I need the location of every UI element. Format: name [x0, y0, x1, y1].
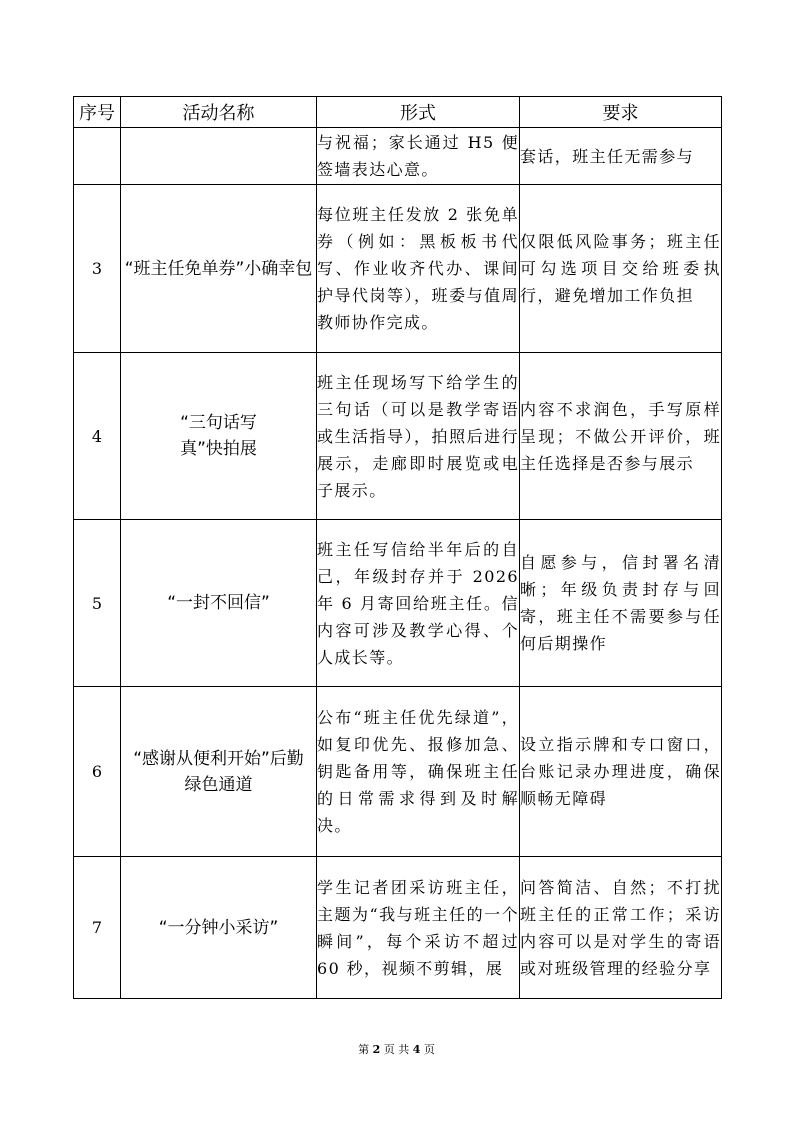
- row-name: “感谢从便利开始”后勤绿色通道: [121, 687, 317, 857]
- row-form: 学生记者团采访班主任，主题为“我与班主任的一个瞬间”，每个采访不超过 60 秒，视频不剪辑，展: [317, 857, 520, 999]
- row-num: 4: [74, 353, 121, 520]
- table-row: [74, 857, 722, 999]
- row-form: 班主任现场写下给学生的三句话（可以是教学寄语或生活指导），拍照后进行展示，走廊即时展览或电子展示。: [317, 353, 520, 520]
- row-form: 与祝福；家长通过 H5 便签墙表达心意。: [317, 128, 520, 185]
- table-row: [74, 353, 722, 520]
- row-form: 公布“班主任优先绿道”，如复印优先、报修加急、钥匙备用等，确保班主任的日常需求得到及时解决。: [317, 687, 520, 857]
- row-name: “一分钟小采访”: [121, 857, 317, 999]
- header-form: 形式: [317, 97, 520, 128]
- row-form: 每位班主任发放 2 张免单券（例如：黑板板书代写、作业收齐代办、课间护导代岗等），班委与值周教师协作完成。: [317, 185, 520, 353]
- row-num: 7: [74, 857, 121, 999]
- header-name: 活动名称: [121, 97, 317, 128]
- row-req: 仅限低风险事务；班主任可勾选项目交给班委执行，避免增加工作负担: [520, 185, 722, 353]
- row-num: 3: [74, 185, 121, 353]
- table-row: [74, 128, 722, 185]
- row-req: 套话，班主任无需参与: [520, 128, 722, 185]
- row-name: “三句话写真”快拍展: [121, 353, 317, 520]
- row-req: 自愿参与，信封署名清晰；年级负责封存与回寄，班主任不需要参与任何后期操作: [520, 520, 722, 687]
- footer-total-pages: 4: [412, 1043, 421, 1056]
- footer-page-number: 2: [372, 1043, 381, 1056]
- table-header-row: [74, 97, 722, 128]
- row-form: 班主任写信给半年后的自己，年级封存并于 2026 年 6 月寄回给班主任。信内容可涉及教学心得、个人成长等。: [317, 520, 520, 687]
- header-num: 序号: [74, 97, 121, 128]
- row-num: [74, 128, 121, 185]
- table-row: [74, 687, 722, 857]
- row-req: 设立指示牌和专口窗口，台账记录办理进度，确保顺畅无障碍: [520, 687, 722, 857]
- table-row: [74, 185, 722, 353]
- page-footer: [0, 1041, 793, 1057]
- activity-table: [73, 96, 722, 999]
- row-name: [121, 128, 317, 185]
- row-name: “班主任免单券”小确幸包: [121, 185, 317, 353]
- row-req: 问答简洁、自然；不打扰班主任的正常工作；采访内容可以是对学生的寄语或对班级管理的经验分享: [520, 857, 722, 999]
- row-num: 6: [74, 687, 121, 857]
- footer-prefix: 第: [358, 1043, 370, 1056]
- footer-middle: 页 共: [383, 1043, 410, 1056]
- footer-suffix: 页: [423, 1043, 435, 1056]
- row-name: “一封不回信”: [121, 520, 317, 687]
- table-row: [74, 520, 722, 687]
- header-req: 要求: [520, 97, 722, 128]
- row-num: 5: [74, 520, 121, 687]
- row-req: 内容不求润色，手写原样呈现；不做公开评价，班主任选择是否参与展示: [520, 353, 722, 520]
